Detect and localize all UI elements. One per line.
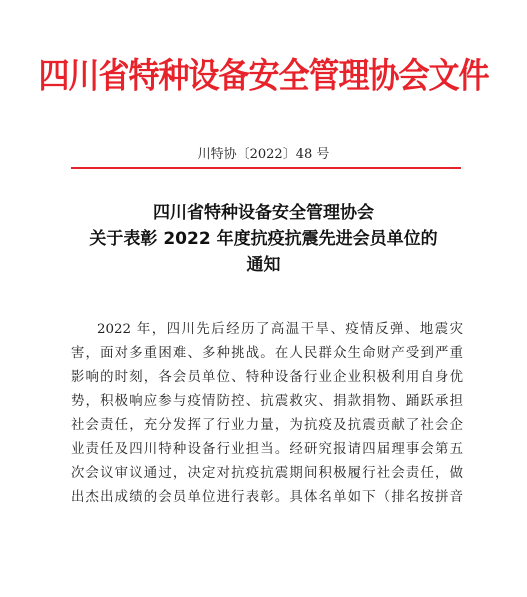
organization-masthead: 四川省特种设备安全管理协会文件	[38, 56, 489, 97]
document-number: 川特协〔2022〕48 号	[197, 147, 330, 162]
body-line: 2022 年，四川先后经历了高温干旱、疫情反弹、地震灾	[97, 322, 463, 337]
body-line: 影响的时刻，各会员单位、特种设备行业企业积极利用自身优	[71, 370, 463, 385]
title-line-2: 关于表彰 2022 年度抗疫抗震先进会员单位的	[89, 229, 438, 249]
body-paragraph	[71, 318, 463, 510]
title-line-3: 通知	[246, 255, 281, 275]
red-divider-line	[71, 167, 461, 169]
body-line: 害，面对多重困难、多种挑战。在人民群众生命财产受到严重	[71, 346, 463, 361]
notice-title	[0, 200, 527, 278]
body-line: 势，积极响应参与疫情防控、抗震救灾、捐款捐物、踊跃承担	[71, 394, 463, 409]
body-line: 业责任及四川特种设备行业担当。经研究报请四届理事会第五	[71, 442, 463, 457]
body-line: 出杰出成绩的会员单位进行表彰。具体名单如下（排名按拼音	[71, 490, 463, 505]
body-line: 社会责任，充分发挥了行业力量，为抗疫及抗震贡献了社会企	[71, 418, 463, 433]
title-line-1: 四川省特种设备安全管理协会	[153, 203, 374, 223]
body-line: 次会议审议通过，决定对抗疫抗震期间积极履行社会责任，做	[71, 466, 463, 481]
